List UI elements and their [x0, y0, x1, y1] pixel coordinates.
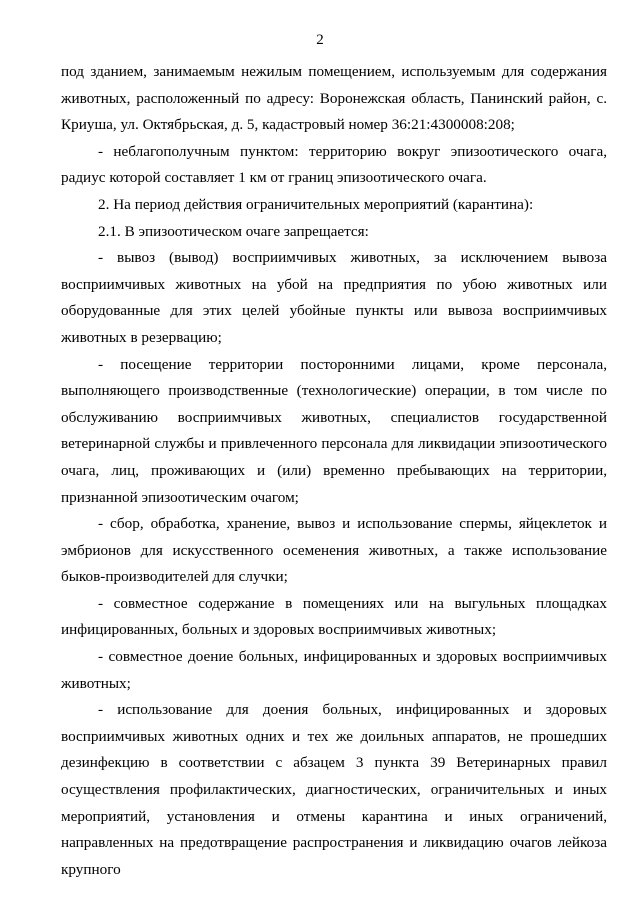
- paragraph-ban-export: - вывоз (вывод) восприимчивых животных, за исключением вывоза восприимчивых животных на убой на предприятия по убою животных или оборудованные для этих целей убойные пункты или вывоза восприимчивых животных в резервацию;: [61, 249, 607, 346]
- paragraph-ban-sperm-collection: - сбор, обработка, хранение, вывоз и использование спермы, яйцеклеток и эмбрионов для искусственного осеменения животных, а также использование быков-производителей для случки;: [61, 515, 607, 586]
- page-number: 2: [316, 32, 324, 48]
- paragraph-address-continuation: под зданием, занимаемым нежилым помещением, используемым для содержания животных, расположенный по адресу: Воронежская область, Панинский район, с. Криуша, ул. Октябрьская, д. 5, кадастровый номер 36:21:4300008:208;: [61, 63, 607, 134]
- document-body: [61, 59, 607, 883]
- paragraph-section-2-1-heading: 2.1. В эпизоотическом очаге запрещается:: [98, 222, 369, 240]
- paragraph-section-2-heading: 2. На период действия ограничительных мероприятий (карантина):: [98, 195, 534, 213]
- paragraph-ban-joint-milking: - совместное доение больных, инфицированных и здоровых восприимчивых животных;: [61, 648, 607, 692]
- paragraph-ban-visits: - посещение территории посторонними лицами, кроме персонала, выполняющего производственные (технологические) операции, в том числе по обслуживанию восприимчивых животных, специалистов государственной ветеринарной службы и привлеченного персонала для ликвидации эпизоотического очага, лиц, проживающих и (или) временно пребывающих на территории, признанной эпизоотическим очагом;: [61, 355, 607, 506]
- paragraph-unfavorable-point: - неблагополучным пунктом: территорию вокруг эпизоотического очага, радиус которой составляет 1 км от границ эпизоотического очага.: [61, 142, 607, 187]
- paragraph-ban-joint-keeping: - совместное содержание в помещениях или на выгульных площадках инфицированных, больных и здоровых восприимчивых животных;: [61, 594, 607, 639]
- paragraph-ban-shared-milking-machines: - использование для доения больных, инфицированных и здоровых восприимчивых животных одних и тех же доильных аппаратов, не прошедших дезинфекцию в соответствии с абзацем 3 пункта 39 Ветеринарных правил осуществления профилактических, диагностических, ограничительных и иных мероприятий, установления и отмены карантина и иных ограничений, направленных на предотвращение распространения и ликвидацию очагов лейкоза крупного: [61, 701, 607, 878]
